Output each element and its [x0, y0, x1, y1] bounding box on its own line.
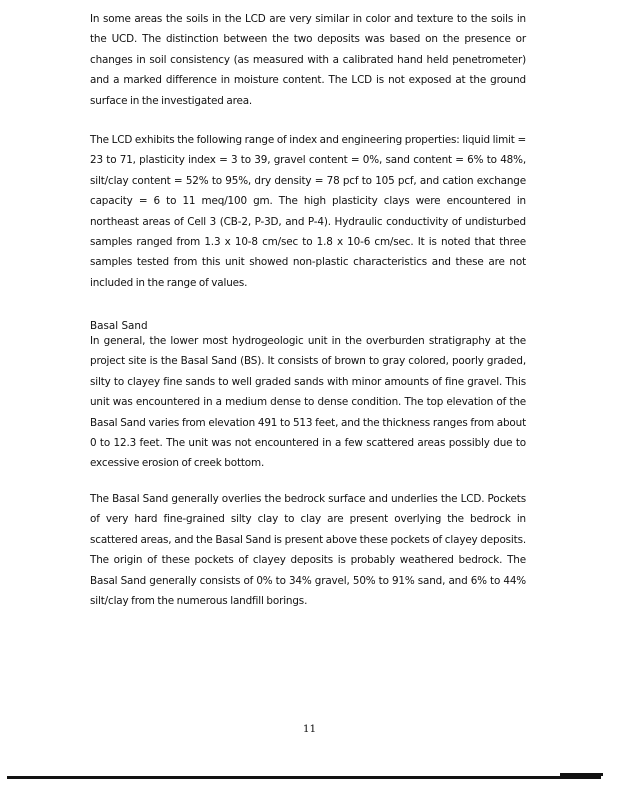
section-heading-basal-sand: Basal Sand — [90, 320, 148, 332]
paragraph-basal-sand-overlies: The Basal Sand generally overlies the bedrock surface and underlies the LCD. Pockets of very hard fine-grained silty clay to clay are present overlying the bedrock in scattered areas, and the Basal Sand is present above these pockets of clayey deposits. The origin of these pockets of clayey deposits is probably weathered bedrock. The Basal Sand generally consists of 0% to 34% gravel, 50% to 91% sand, and 6% to 44% silt/clay from the numerous landfill borings. — [90, 493, 526, 608]
paragraph-basal-sand-general: In general, the lower most hydrogeologic unit in the overburden stratigraphy at the project site is the Basal Sand (BS). It consists of brown to gray colored, poorly graded, silty to clayey fine sands to well graded sands with minor amounts of fine gravel. This unit was encountered in a medium dense to dense condition. The top elevation of the Basal Sand varies from elevation 491 to 513 feet, and the thickness ranges from about 0 to 12.3 feet. The unit was not encountered in a few scattered areas possibly due to excessive erosion of creek bottom. — [90, 335, 526, 470]
page-number: 11 — [302, 723, 317, 735]
paragraph-lcd-similarity: In some areas the soils in the LCD are very similar in color and texture to the soils in the UCD. The distinction between the two deposits was based on the presence or changes in soil consistency (as measured with a calibrated hand held penetrometer) and a marked difference in moisture content. The LCD is not exposed at the ground surface in the investigated area. — [90, 13, 526, 107]
paragraph-lcd-properties: The LCD exhibits the following range of index and engineering properties: liquid limit = 23 to 71, plasticity index = 3 to 39, gravel content = 0%, sand content = 6% to 48%, silt/clay content = 52% to 95%, dry density = 78 pcf to 105 pcf, and cation exchange capacity = 6 to 11 meq/100 gm. The high plasticity clays were encountered in northeast areas of Cell 3 (CB-2, P-3D, and P-4). Hydraulic conductivity of undisturbed samples ranged from 1.3 x 10-8 cm/sec to 1.8 x 10-6 cm/sec. It is noted that three samples tested from this unit showed non-plastic characteristics and these are not included in the range of values. — [90, 134, 526, 289]
footer-rule-accent — [560, 773, 603, 776]
footer-rule — [7, 776, 601, 779]
